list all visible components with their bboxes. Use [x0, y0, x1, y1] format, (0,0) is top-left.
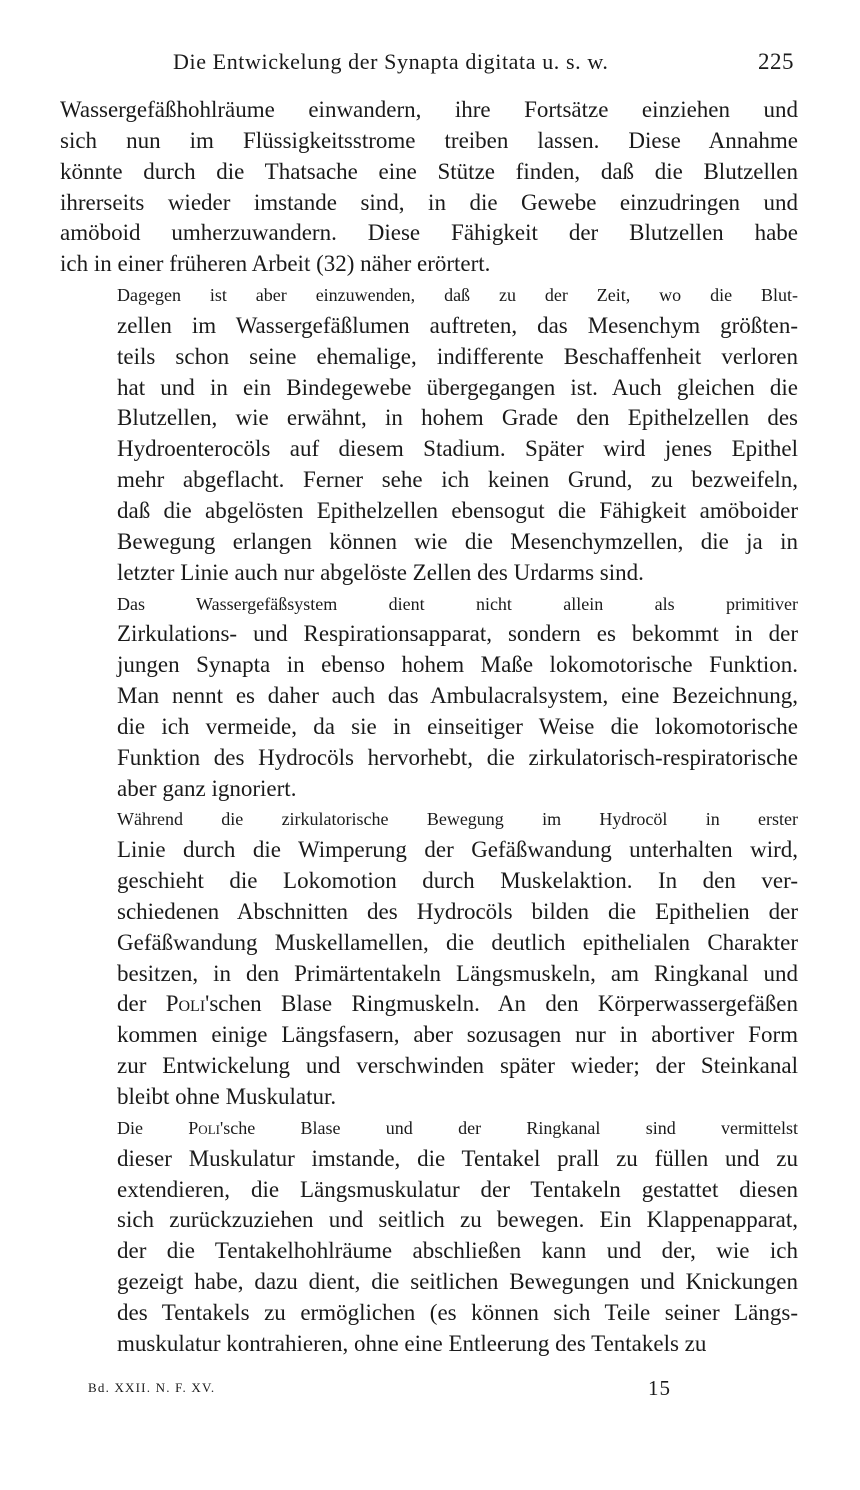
text-line: Wassergefäßhohlräume einwandern, ihre Fortsätze einziehen und [60, 97, 798, 122]
text-line: bleibt ohne Muskulatur. [117, 1084, 337, 1109]
text-line: zur Entwickelung und verschwinden später wieder; der Steinkanal [117, 1053, 798, 1079]
signature-number: 15 [648, 1376, 671, 1400]
text-line: Funktion des Hydrocöls hervorhebt, die zirkulatorisch-respiratorische [117, 744, 798, 770]
text-line: extendieren, die Längsmuskulatur der Tentakeln gestattet diesen [117, 1176, 798, 1202]
text-line: sich nun im Flüssigkeitsstrome treiben lassen. Diese Annahme [60, 127, 798, 153]
text-line: ihrerseits wieder imstande sind, in die Gewebe einzudringen und [60, 189, 798, 215]
text-line: geschieht die Lokomotion durch Muskelaktion. In den ver- [117, 868, 798, 894]
body-text [60, 95, 798, 1360]
small-caps-name: Poli [165, 991, 206, 1017]
text-line: teils schon seine ehemalige, indifferente Beschaffenheit verloren [117, 343, 798, 369]
text-line: gezeigt habe, dazu dient, die seitlichen Bewegungen und Knickungen [117, 1269, 798, 1295]
text-line: dieser Muskulatur imstande, die Tentakel prall zu füllen und zu [117, 1145, 798, 1171]
text-line: der Poli'schen Blase Ringmuskeln. An den Körperwassergefäßen [117, 991, 798, 1017]
text-line: schiedenen Abschnitten des Hydrocöls bilden die Epithelien der [117, 898, 798, 924]
running-head [60, 44, 798, 80]
text-line: amöboid umherzuwandern. Diese Fähigkeit der Blutzellen habe [60, 220, 798, 246]
text-line: Man nennt es daher auch das Ambulacralsystem, eine Bezeichnung, [117, 683, 798, 709]
small-caps-name: Poli [188, 1117, 220, 1138]
page-number: 225 [758, 49, 794, 74]
text-line: Dagegen ist aber einzuwenden, daß zu der Zeit, wo die Blut- [117, 285, 798, 306]
text-line: daß die abgelösten Epithelzellen ebensogut die Fähigkeit amöboider [117, 497, 798, 523]
text-line: kommen einige Längsfasern, aber sozusagen nur in abortiver Form [117, 1022, 798, 1048]
paragraph [60, 804, 798, 1112]
text-line: Bewegung erlangen können wie die Mesenchymzellen, die ja in [117, 528, 798, 554]
text-line: Zirkulations- und Respirationsapparat, sondern es bekommt in der [117, 621, 798, 647]
text-line: besitzen, in den Primärtentakeln Längsmuskeln, am Ringkanal und [117, 960, 798, 986]
volume-signature: Bd. XXII. N. F. XV. [88, 1380, 216, 1395]
paragraph [60, 95, 798, 280]
text-line: Hydroenterocöls auf diesem Stadium. Später wird jenes Epithel [117, 436, 798, 462]
text-line: sich zurückzuziehen und seitlich zu bewegen. Ein Klappenapparat, [117, 1207, 798, 1233]
text-line: ich in einer früheren Arbeit (32) näher erörtert. [60, 251, 491, 277]
page-footer [60, 1376, 798, 1406]
text-line: des Tentakels zu ermöglichen (es können sich Teile seiner Längs- [117, 1299, 798, 1325]
running-title: Die Entwickelung der Synapta digitata u. s. w. [173, 49, 609, 74]
text-line: hat und in ein Bindegewebe übergegangen ist. Auch gleichen die [117, 374, 798, 400]
text-line: der die Tentakelhohlräume abschließen kann und der, wie ich [117, 1238, 798, 1264]
text-line: zellen im Wassergefäßlumen auftreten, das Mesenchym größten- [117, 312, 798, 338]
text-line: Das Wassergefäßsystem dient nicht allein als primitiver [117, 593, 798, 614]
text-line: muskulatur kontrahieren, ohne eine Entleerung des Tentakels zu [117, 1330, 707, 1356]
text-line: Linie durch die Wimperung der Gefäßwandung unterhalten wird, [117, 837, 798, 863]
text-line: Blutzellen, wie erwähnt, in hohem Grade den Epithelzellen des [117, 405, 798, 431]
text-line: jungen Synapta in ebenso hohem Maße lokomotorische Funktion. [117, 652, 798, 678]
paragraph [60, 1113, 798, 1360]
text-line: könnte durch die Thatsache eine Stütze finden, daß die Blutzellen [60, 158, 798, 184]
text-line: Während die zirkulatorische Bewegung im Hydrocöl in erster [117, 809, 798, 830]
paragraph [60, 589, 798, 805]
text-line: Die Poli'sche Blase und der Ringkanal sind vermittelst [117, 1117, 798, 1138]
text-line: die ich vermeide, da sie in einseitiger Weise die lokomotorische [117, 713, 798, 739]
text-line: aber ganz ignoriert. [117, 775, 297, 801]
text-line: letzter Linie auch nur abgelöste Zellen des Urdarms sind. [117, 559, 644, 585]
paragraph [60, 280, 798, 588]
text-line: Gefäßwandung Muskellamellen, die deutlich epithelialen Charakter [117, 929, 798, 955]
text-line: mehr abgeflacht. Ferner sehe ich keinen Grund, zu bezweifeln, [117, 467, 798, 493]
